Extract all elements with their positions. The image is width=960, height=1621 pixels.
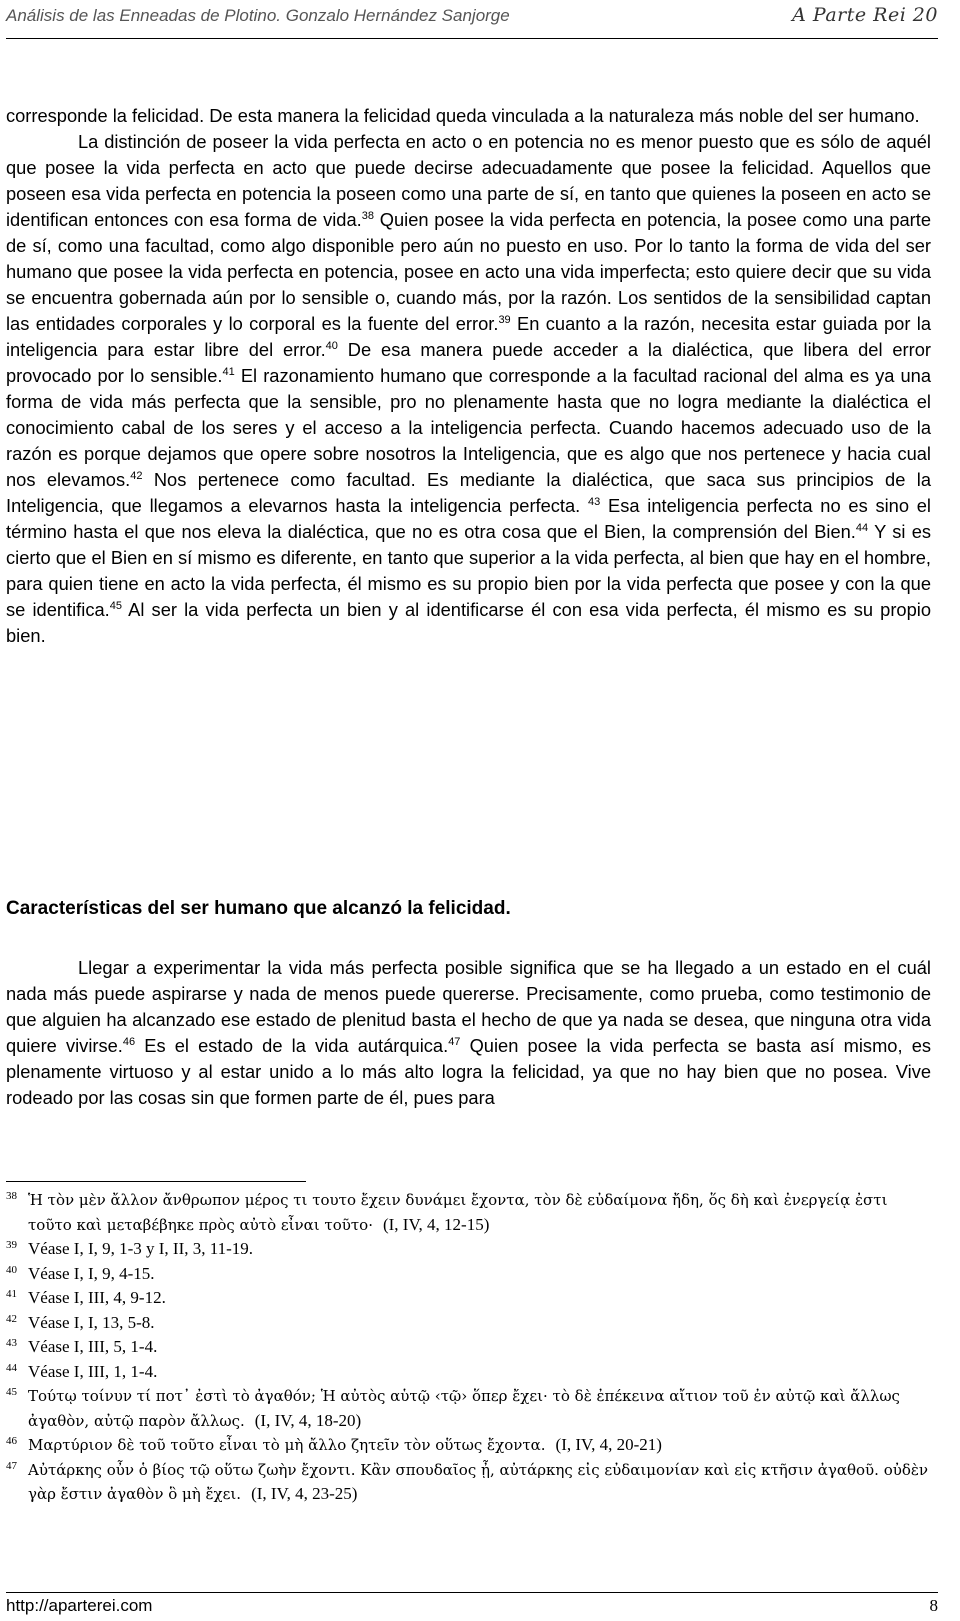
footnote-text: Véase I, III, 5, 1-4.: [28, 1337, 158, 1356]
footnote-ref[interactable]: 44: [855, 522, 869, 534]
footnote-ref[interactable]: 43: [588, 496, 601, 508]
footnote-ref[interactable]: 42: [130, 470, 143, 482]
body-text-upper: [6, 103, 931, 649]
citation: (I, IV, 4, 23-25): [251, 1484, 358, 1503]
paragraph: Llegar a experimentar la vida más perfecta posible significa que se ha llegado a un estado en el cuál nada más puede aspirarse y nada de menos puede quererse. Precisamente, como prueba, como testimonio de que alguien ha alcanzado ese estado de plenitud basta el hecho de que ya nada se desea, que ninguna otra vida quiere vivirse.$^{46}$ Es el estado de la vida autárquica.$^{47}$ Quien posee la vida perfecta se basta así mismo, es plenamente virtuoso y al estar unido a lo más alto logra la felicidad, ya que no hay bien que no posea. Vive rodeado por las cosas sin que formen parte de él, pues para: [6, 957, 931, 1108]
page-number: 8: [929, 1596, 938, 1615]
paragraph: corresponde la felicidad. De esta manera la felicidad queda vinculada a la naturaleza más noble del ser humano.: [6, 105, 920, 126]
footnote-number: 43: [6, 1337, 17, 1349]
citation: (I, IV, 4, 12-15): [382, 1214, 490, 1234]
footnote-ref[interactable]: 39: [498, 314, 511, 326]
citation: (I, IV, 4, 20-21): [555, 1435, 662, 1454]
paragraph: La distinción de poseer la vida perfecta en acto o en potencia no es menor puesto que es sólo de aquél que posee la vida perfecta en acto que puede decirse adecuadamente que posee la felicidad. Aquellos que poseen esa vida perfecta en potencia la poseen como una parte de sí, en tanto que quienes la poseen en acto se identifican entonces con esa forma de vida.$^{38}$ Quien posee la vida perfecta en potencia, la posee como una parte de sí, como una facultad, como algo disponible pero aún no puesto en uso. Por lo tanto la forma de vida del ser humano que posee la vida perfecta en potencia, posee en acto una vida imperfecta; esto quiere decir que su vida se encuentra gobernada aún por lo sensible o, cuando más, por la razón. Los sentidos de la sensibilidad captan las entidades corporales y lo corporal es la fuente del error.$^{39}$ En cuanto a la razón, necesita estar guiada por la inteligencia para estar libre del error.$^{40}$ De esa manera puede acceder a la dialéctica, que libera del error provocado por lo sensible.$^{41}$ El razonamiento humano que corresponde a la facultad racional del alma es ya una forma de vida más perfecta que la sensible, pro no plenamente hasta que no logra mediante la dialéctica el conocimiento cabal de los seres y el acceso a la inteligencia perfecta. Cuando hacemos adecuado uso de la razón es porque dejamos que opere sobre nosotros la Inteligencia, que es algo que nos pertenece y hacia cual nos elevamos.$^{42}$ Nos pertenece como facultad. Es mediante la dialéctica, que saca sus principios de la Inteligencia, que llegamos a elevarnos hasta la inteligencia perfecta. $^{43}$ Esa inteligencia perfecta no es sino el término hasta el que nos eleva la dialéctica, que no es otra cosa que el Bien, la comprensión del Bien.$^{44}$ Y si es cierto que el Bien en sí mismo es diferente, en tanto que superior a la vida perfecta, al bien que hay en el hombre, para quien tiene en acto la vida perfecta, él mismo es su propio bien por la vida perfecta que posee y con la que se identifica.$^{45}$ Al ser la vida perfecta un bien y al identificarse él con esa vida perfecta, él mismo es su propio bien.: [6, 131, 932, 646]
footnote: [6, 1237, 931, 1262]
greek-quote: Μαρτύριον δὲ τοῦ τοῦτο εἶναι τὸ μὴ ἄλλο ζητεῖν τὸν οὕτως ἔχοντα.: [28, 1436, 546, 1454]
footnote: [6, 1311, 931, 1336]
footnote-text: Véase I, III, 4, 9-12.: [28, 1288, 166, 1307]
footnote: [6, 1335, 931, 1360]
greek-quote: Τούτῳ τοίνυν τί ποτ᾽ ἐστὶ τὸ ἀγαθόν; Ἡ αὐτὸς αὑτῷ ‹τῷ› ὅπερ ἔχει· τὸ δὲ ἐπέκεινα αἴτιον τοῦ ἐν αὐτῷ καὶ ἄλλως ἀγαθὸν, αὐτῷ παρὸν ἄλλως.: [28, 1387, 900, 1430]
footnote-number: 39: [6, 1239, 17, 1251]
footnote: [6, 1262, 931, 1287]
footnote-text: Véase I, I, 9, 1-3 y I, II, 3, 11-19.: [28, 1239, 254, 1258]
footnote-number: 45: [6, 1386, 17, 1398]
greek-quote: Αὐτάρκης οὖν ὁ βίος τῷ οὕτω ζωὴν ἔχοντι. Κἂν σπουδαῖος ᾖ, αὐτάρκης εἰς εὐδαιμονίαν καὶ εἰς κτῆσιν ἀγαθοῦ. οὐδὲν γὰρ ἔστιν ἀγαθὸν ὃ μὴ ἔχει.: [28, 1460, 929, 1503]
citation: (I, IV, 4, 18-20): [254, 1410, 362, 1430]
footnote-text: Véase I, III, 1, 1-4.: [28, 1361, 158, 1381]
footnote-ref[interactable]: 46: [122, 1036, 136, 1048]
footnote: [6, 1360, 931, 1385]
body-text-lower: [6, 955, 931, 1111]
footnote-separator: [6, 1181, 306, 1182]
footnote-text: Véase I, I, 9, 4-15.: [28, 1263, 155, 1283]
footnote: [6, 1384, 931, 1433]
footnote-text: Véase I, I, 13, 5-8.: [28, 1312, 155, 1332]
section-heading: Características del ser humano que alcanzó la felicidad.: [6, 898, 511, 919]
footnote: [6, 1286, 931, 1311]
footnote-number: 44: [6, 1361, 17, 1374]
footnote-ref[interactable]: 41: [222, 366, 235, 378]
running-header: [6, 2, 938, 39]
footnote-ref[interactable]: 38: [361, 210, 374, 222]
footnote-ref[interactable]: 40: [325, 340, 338, 352]
footnote-ref[interactable]: 45: [109, 600, 122, 612]
footnote: [6, 1458, 931, 1507]
footnote-number: 47: [6, 1459, 17, 1472]
footnotes: [6, 1188, 931, 1507]
greek-quote: Ἡ τὸν μὲν ἄλλον ἄνθρωπον μέρος τι τουτο ἔχειν δυνάμει ἔχοντα, τὸν δὲ εὐδαίμονα ἤδη, ὅς δὴ καὶ ἐνεργείᾳ ἐστι τοῦτο καὶ μεταβέβηκε πρὸς αὐτὸ εἶναι τοῦτο·: [28, 1191, 888, 1234]
footnote: [6, 1188, 931, 1237]
document-title: Análisis de las Enneadas de Plotino. Gonzalo Hernández Sanjorge: [6, 6, 510, 25]
page-footer: [6, 1592, 938, 1616]
footnote: [6, 1433, 931, 1458]
footnote-number: 38: [6, 1190, 17, 1202]
footnote-ref[interactable]: 47: [448, 1036, 461, 1048]
footnote-number: 41: [6, 1288, 17, 1300]
footer-url[interactable]: http://aparterei.com: [6, 1596, 153, 1615]
footnote-number: 40: [6, 1263, 17, 1276]
footnote-number: 46: [6, 1435, 17, 1447]
journal-name: A Parte Rei 20: [792, 4, 938, 26]
footnote-number: 42: [6, 1312, 17, 1325]
